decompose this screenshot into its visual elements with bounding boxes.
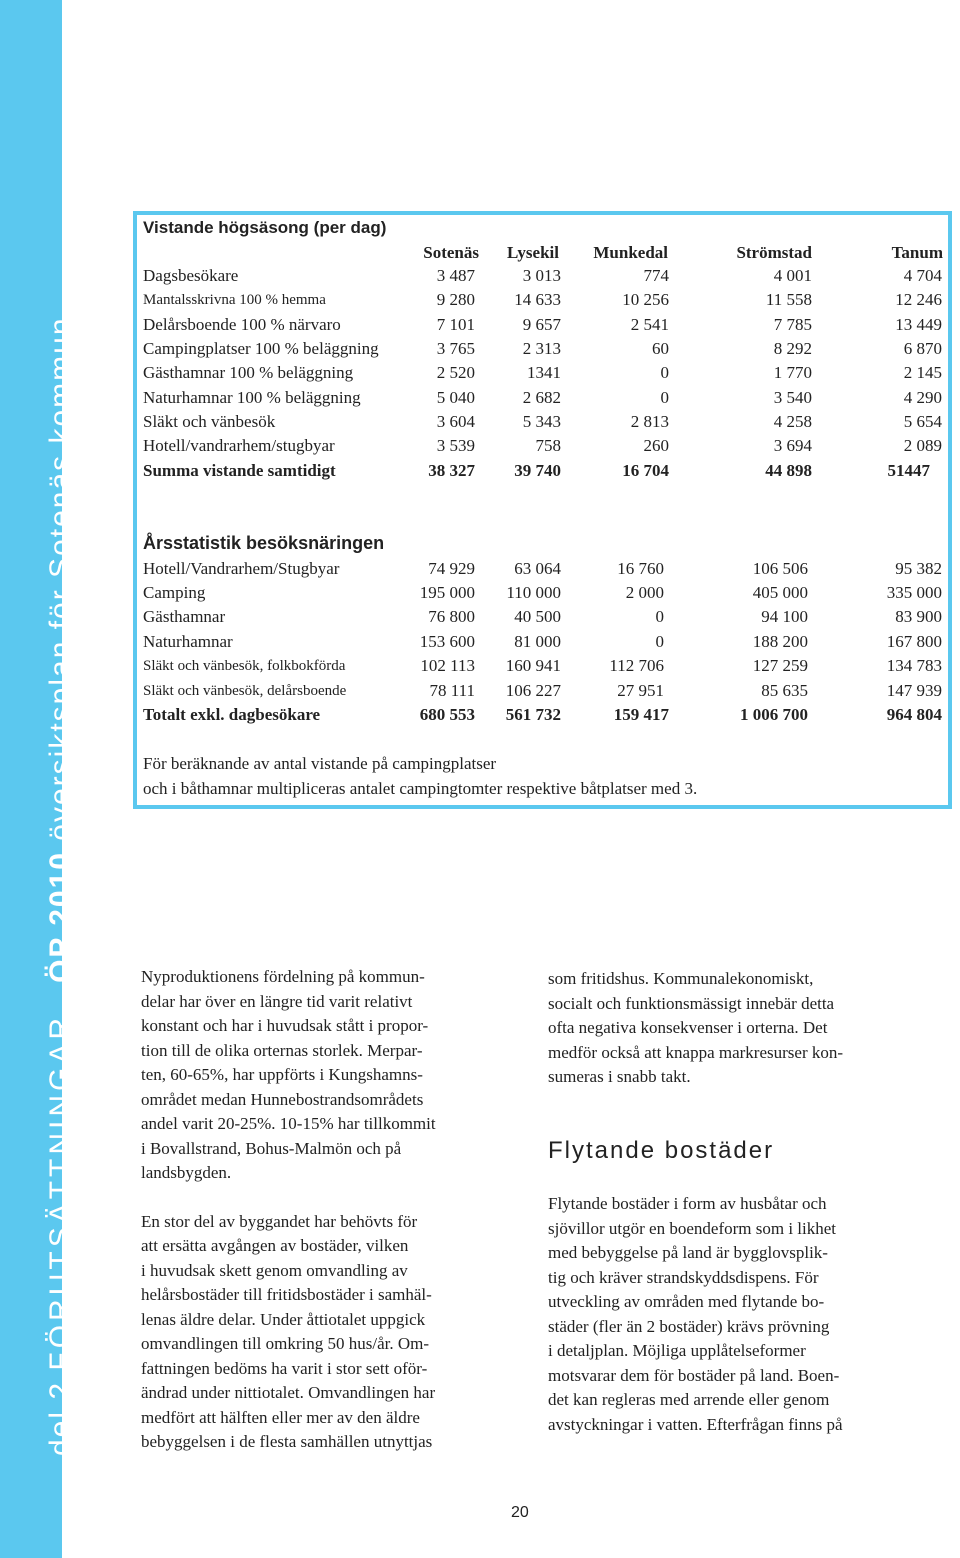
text-line: det kan regleras med arrende eller genom — [548, 1390, 830, 1409]
cell: 159 417 — [613, 705, 669, 724]
cell: 167 800 — [886, 632, 942, 651]
cell: 112 706 — [609, 656, 664, 675]
cell: 27 951 — [617, 681, 664, 700]
cell: 76 800 — [428, 607, 475, 626]
text-line: avstyckningar i vatten. Efterfrågan finns på — [548, 1414, 843, 1434]
cell: 4 001 — [773, 266, 812, 285]
cell: 774 — [643, 266, 669, 285]
cell: 1 006 700 — [740, 705, 808, 724]
text-line: fattningen bedöms ha varit i stor sett oför- — [141, 1358, 428, 1378]
cell: 3 013 — [522, 266, 561, 285]
text-line: helårsbostäder till fritidsbostäder i samhäl- — [141, 1285, 432, 1304]
sidebar-plan-title: översiktsplan för Sotenäs kommun — [44, 316, 77, 852]
cell: 127 259 — [752, 656, 808, 675]
text-line: motsvarar dem för bostäder på land. Boen- — [548, 1365, 840, 1385]
cell: 2 520 — [436, 363, 475, 382]
cell: 83 900 — [895, 607, 942, 626]
cell: 3 604 — [436, 412, 475, 431]
row-label: Campingplatser 100 % beläggning — [143, 339, 379, 358]
cell: 95 382 — [895, 559, 942, 578]
text-line: konstant och har i huvudsak stått i propor- — [141, 1016, 429, 1035]
cell: 10 256 — [622, 290, 669, 309]
cell: 0 — [655, 632, 664, 651]
cell: 3 487 — [436, 266, 475, 285]
note-line-2: och i båthamnar multipliceras antalet campingtomter respektive båtplatser med 3. — [143, 779, 698, 798]
paragraph — [141, 1210, 501, 1455]
text-line: medför också att knappa markresurser kon- — [548, 1042, 844, 1062]
right-column-bottom — [548, 1192, 908, 1437]
row-label: Gästhamnar 100 % beläggning — [143, 363, 354, 382]
cell: 5 654 — [903, 412, 942, 431]
cell: 1 770 — [773, 363, 812, 382]
row-label: Hotell/vandrarhem/stugbyar — [143, 436, 335, 455]
cell: 2 541 — [630, 315, 669, 334]
text-line: medfört att hälften eller mer av den äldre — [141, 1407, 420, 1427]
text-line: ten, 60-65%, har uppförts i Kungshamns- — [141, 1065, 423, 1084]
cell: 51447 — [887, 461, 930, 480]
cell: 74 929 — [428, 559, 475, 578]
cell: 2 000 — [625, 583, 664, 602]
cell: 102 113 — [420, 656, 475, 675]
cell: 2 313 — [522, 339, 561, 358]
table-row — [0, 632, 960, 656]
cell: 94 100 — [761, 607, 808, 626]
text-line: med bebyggelse på land är bygglovsplik- — [548, 1243, 828, 1262]
cell: 11 558 — [765, 290, 812, 309]
text-line: lenas äldre delar. Under åttiotalet uppgick — [141, 1309, 426, 1329]
cell: 16 704 — [622, 461, 669, 480]
cell: 7 101 — [436, 315, 475, 334]
cell: 147 939 — [886, 681, 942, 700]
text-line: Flytande bostäder i form av husbåtar och — [548, 1194, 827, 1213]
cell: 3 765 — [436, 339, 475, 358]
header-tanum: Tanum — [891, 243, 943, 262]
text-line: i huvudsak skett genom omvandling av — [141, 1260, 408, 1280]
row-label: Mantalsskrivna 100 % hemma — [143, 292, 326, 308]
row-label: Naturhamnar — [143, 632, 233, 651]
cell: 134 783 — [886, 656, 942, 675]
cell: 40 500 — [514, 607, 561, 626]
paragraph — [548, 1192, 908, 1437]
row-label: Släkt och vänbesök, delårsboende — [143, 683, 347, 699]
table2-total-row — [0, 705, 960, 729]
table-row — [0, 656, 960, 680]
row-label: Släkt och vänbesök — [143, 412, 276, 431]
table-row — [0, 607, 960, 631]
table-row — [0, 290, 960, 314]
table-row — [0, 436, 960, 460]
text-line: tig och kräver strandskyddsdispens. För — [548, 1267, 819, 1287]
text-line: sumeras i snabb takt. — [548, 1067, 691, 1086]
text-line: andel varit 20-25%. 10-15% har tillkommit — [141, 1114, 436, 1133]
cell: 5 040 — [436, 388, 475, 407]
cell: 2 145 — [903, 363, 942, 382]
cell: 964 804 — [886, 705, 942, 724]
header-munkedal: Munkedal — [593, 243, 668, 262]
text-line: städer (fler än 2 bostäder) krävs prövning — [548, 1316, 830, 1336]
cell: 680 553 — [419, 705, 475, 724]
row-label: Hotell/Vandrarhem/Stugbyar — [143, 559, 340, 578]
cell: 8 292 — [773, 339, 812, 358]
text-line: En stor del av byggandet har behövts för — [141, 1211, 418, 1231]
cell: 260 — [643, 436, 669, 455]
text-line: i detaljplan. Möjliga upplåtelseformer — [548, 1341, 806, 1360]
table1-total-row — [0, 461, 960, 485]
table-row — [0, 412, 960, 436]
cell: 4 704 — [903, 266, 942, 285]
header-sotenas: Sotenäs — [423, 243, 479, 262]
cell: 85 635 — [761, 681, 808, 700]
cell: 561 732 — [505, 705, 561, 724]
text-line: tion till de olika orternas storlek. Merpar- — [141, 1040, 423, 1060]
row-label: Summa vistande samtidigt — [143, 461, 336, 480]
cell: 0 — [660, 363, 669, 382]
row-label: Delårsboende 100 % närvaro — [143, 315, 341, 334]
header-stromstad: Strömstad — [736, 243, 812, 262]
sidebar-part-label: del 2 — [44, 1370, 77, 1456]
cell: 160 941 — [505, 656, 561, 675]
row-label: Gästhamnar — [143, 607, 226, 626]
cell: 4 290 — [903, 388, 942, 407]
table-row — [0, 315, 960, 339]
cell: 110 000 — [506, 583, 561, 602]
cell: 14 633 — [514, 290, 561, 309]
text-line: utveckling av områden med flytande bo- — [548, 1292, 825, 1311]
sidebar-plan-code: ÖP 2010 — [44, 851, 77, 983]
cell: 335 000 — [886, 583, 942, 602]
row-label: Naturhamnar 100 % beläggning — [143, 388, 361, 407]
cell: 16 760 — [617, 559, 664, 578]
text-line: Nyproduktionens fördelning på kommun- — [141, 967, 425, 986]
text-line: ofta negativa konsekvenser i orterna. Det — [548, 1018, 828, 1037]
cell: 2 089 — [903, 436, 942, 455]
cell: 9 280 — [436, 290, 475, 309]
cell: 2 813 — [630, 412, 669, 431]
row-label: Totalt exkl. dagbesökare — [143, 705, 321, 724]
row-label: Dagsbesökare — [143, 266, 239, 285]
cell: 1341 — [527, 363, 561, 382]
cell: 78 111 — [429, 681, 475, 700]
cell: 195 000 — [419, 583, 475, 602]
row-label: Camping — [143, 583, 206, 602]
text-line: landsbygden. — [141, 1163, 232, 1182]
text-line: delar har över en längre tid varit relativt — [141, 991, 413, 1011]
row-label: Släkt och vänbesök, folkbokförda — [143, 658, 346, 674]
section-heading: Flytande bostäder — [548, 1137, 775, 1164]
cell: 2 682 — [522, 388, 561, 407]
table-row — [0, 583, 960, 607]
cell: 13 449 — [895, 315, 942, 334]
cell: 188 200 — [752, 632, 808, 651]
cell: 12 246 — [895, 290, 942, 309]
cell: 3 694 — [773, 436, 812, 455]
cell: 106 506 — [752, 559, 808, 578]
text-line: omvandlingen till omkring 50 hus/år. Om- — [141, 1334, 430, 1353]
text-line: som fritidshus. Kommunalekonomiskt, — [548, 969, 814, 988]
cell: 0 — [660, 388, 669, 407]
table-row — [0, 266, 960, 290]
cell: 3 540 — [773, 388, 812, 407]
cell: 44 898 — [765, 461, 812, 480]
text-line: ändrad under nittiotalet. Omvandlingen har — [141, 1383, 436, 1402]
sidebar-band — [0, 0, 77, 1558]
cell: 60 — [652, 339, 669, 358]
table2-title: Årsstatistik besöksnäringen — [143, 533, 385, 553]
cell: 3 539 — [436, 436, 475, 455]
text-line: bebyggelsen i de flesta samhällen utnyttjas — [141, 1432, 433, 1451]
text-line: området medan Hunnebostrandsområdets — [141, 1089, 424, 1109]
table-row — [0, 363, 960, 387]
cell: 758 — [535, 436, 561, 455]
cell: 153 600 — [419, 632, 475, 651]
cell: 4 258 — [773, 412, 812, 431]
paragraph — [548, 967, 908, 1090]
cell: 0 — [655, 607, 664, 626]
text-line: sjövillor utgör en boendeform som i likhet — [548, 1218, 837, 1238]
cell: 405 000 — [752, 583, 808, 602]
cell: 9 657 — [522, 315, 561, 334]
page-number: 20 — [511, 1504, 529, 1521]
cell: 38 327 — [428, 461, 475, 480]
paragraph — [141, 965, 501, 1186]
table-row — [0, 681, 960, 705]
table1-header-row — [0, 243, 960, 267]
sidebar-section-label: FÖRUTSÄTTNINGAR — [44, 1013, 77, 1371]
right-column-top — [548, 967, 908, 1090]
table-row — [0, 559, 960, 583]
cell: 7 785 — [773, 315, 812, 334]
cell: 63 064 — [514, 559, 561, 578]
text-line: att ersätta avgången av bostäder, vilken — [141, 1236, 409, 1255]
cell: 39 740 — [514, 461, 561, 480]
left-column — [141, 965, 501, 1455]
table1-title: Vistande högsäsong (per dag) — [143, 218, 387, 237]
table-row — [0, 388, 960, 412]
header-lysekil: Lysekil — [507, 243, 559, 262]
text-line: socialt och funktionsmässigt innebär detta — [548, 993, 835, 1013]
table-row — [0, 339, 960, 363]
sidebar-title — [44, 316, 78, 1456]
cell: 6 870 — [903, 339, 942, 358]
cell: 81 000 — [514, 632, 561, 651]
sidebar-gap — [44, 983, 77, 1014]
note-line-1: För beräknande av antal vistande på campingplatser — [143, 754, 497, 773]
cell: 106 227 — [505, 681, 561, 700]
text-line: i Bovallstrand, Bohus-Malmön och på — [141, 1138, 402, 1158]
cell: 5 343 — [522, 412, 561, 431]
